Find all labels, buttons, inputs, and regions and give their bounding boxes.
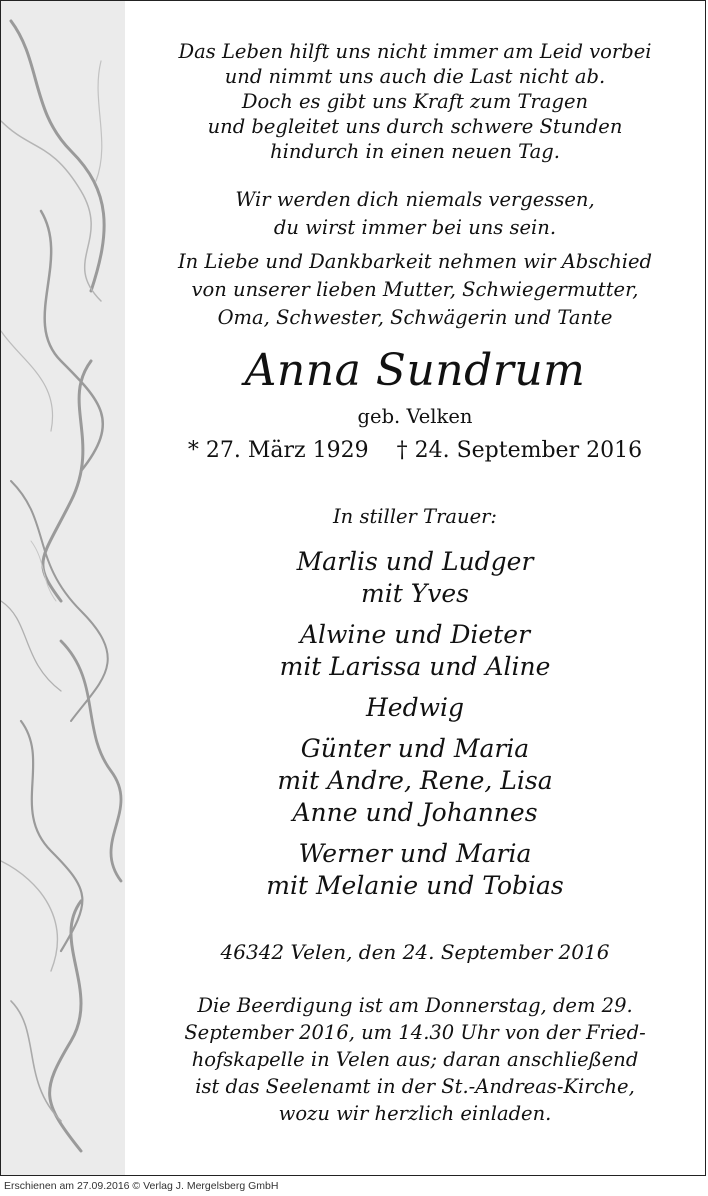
funeral-line: Die Beerdigung ist am Donnerstag, dem 29. xyxy=(197,994,633,1017)
funeral-details xyxy=(125,992,705,1127)
verse-line: Wir werden dich niemals vergessen, xyxy=(235,188,595,211)
poem-line: Das Leben hilft uns nicht immer am Leid vorbei xyxy=(178,40,652,63)
mourner-line: Anne und Johannes xyxy=(292,798,538,827)
deceased-name: Anna Sundrum xyxy=(244,345,586,396)
poem-line: und nimmt uns auch die Last nicht ab. xyxy=(224,65,606,88)
marble-texture-icon xyxy=(1,1,125,1176)
marble-border-decoration xyxy=(1,1,125,1175)
mourner-line: mit Melanie und Tobias xyxy=(266,871,564,900)
publication-footer: Erschienen am 27.09.2016 © Verlag J. Mergelsberg GmbH xyxy=(4,1180,279,1192)
mourner-line: Günter und Maria xyxy=(300,734,530,763)
mourner-line: mit Yves xyxy=(361,579,469,608)
mourner-group xyxy=(125,692,705,724)
farewell-intro xyxy=(125,248,705,332)
mourner-line: Alwine und Dieter xyxy=(299,620,531,649)
intro-line: von unserer lieben Mutter, Schwiegermutter, xyxy=(191,278,639,301)
birth-name: geb. Velken xyxy=(357,405,473,428)
intro-line: Oma, Schwester, Schwägerin und Tante xyxy=(217,306,613,329)
life-dates xyxy=(125,436,705,466)
notice-content xyxy=(125,1,705,1127)
poem-line: hindurch in einen neuen Tag. xyxy=(270,140,560,163)
intro-line: In Liebe und Dankbarkeit nehmen wir Abschied xyxy=(177,250,653,273)
mourner-line: Marlis und Ludger xyxy=(296,547,534,576)
place-and-date: 46342 Velen, den 24. September 2016 xyxy=(220,940,610,964)
funeral-line: wozu wir herzlich einladen. xyxy=(278,1102,552,1125)
mourners-list xyxy=(125,546,705,902)
funeral-line: September 2016, um 14.30 Uhr von der Fried- xyxy=(184,1021,646,1044)
mourning-heading: In stiller Trauer: xyxy=(332,505,498,528)
mourner-line: mit Andre, Rene, Lisa xyxy=(277,766,553,795)
funeral-line: hofskapelle in Velen aus; daran anschließend xyxy=(191,1048,639,1071)
mourner-line: Hedwig xyxy=(366,693,464,722)
opening-poem xyxy=(125,39,705,164)
poem-line: und begleitet uns durch schwere Stunden xyxy=(207,115,623,138)
mourner-group xyxy=(125,619,705,683)
mourner-group xyxy=(125,733,705,829)
death-date: † 24. September 2016 xyxy=(396,438,643,463)
mourner-line: Werner und Maria xyxy=(298,839,532,868)
mourner-line: mit Larissa und Aline xyxy=(279,652,551,681)
birth-date: * 27. März 1929 xyxy=(187,438,369,463)
funeral-line: ist das Seelenamt in der St.-Andreas-Kirche, xyxy=(195,1075,635,1098)
remembrance-verse xyxy=(125,186,705,242)
mourner-group xyxy=(125,546,705,610)
verse-line: du wirst immer bei uns sein. xyxy=(273,216,557,239)
mourner-group xyxy=(125,838,705,902)
poem-line: Doch es gibt uns Kraft zum Tragen xyxy=(241,90,589,113)
